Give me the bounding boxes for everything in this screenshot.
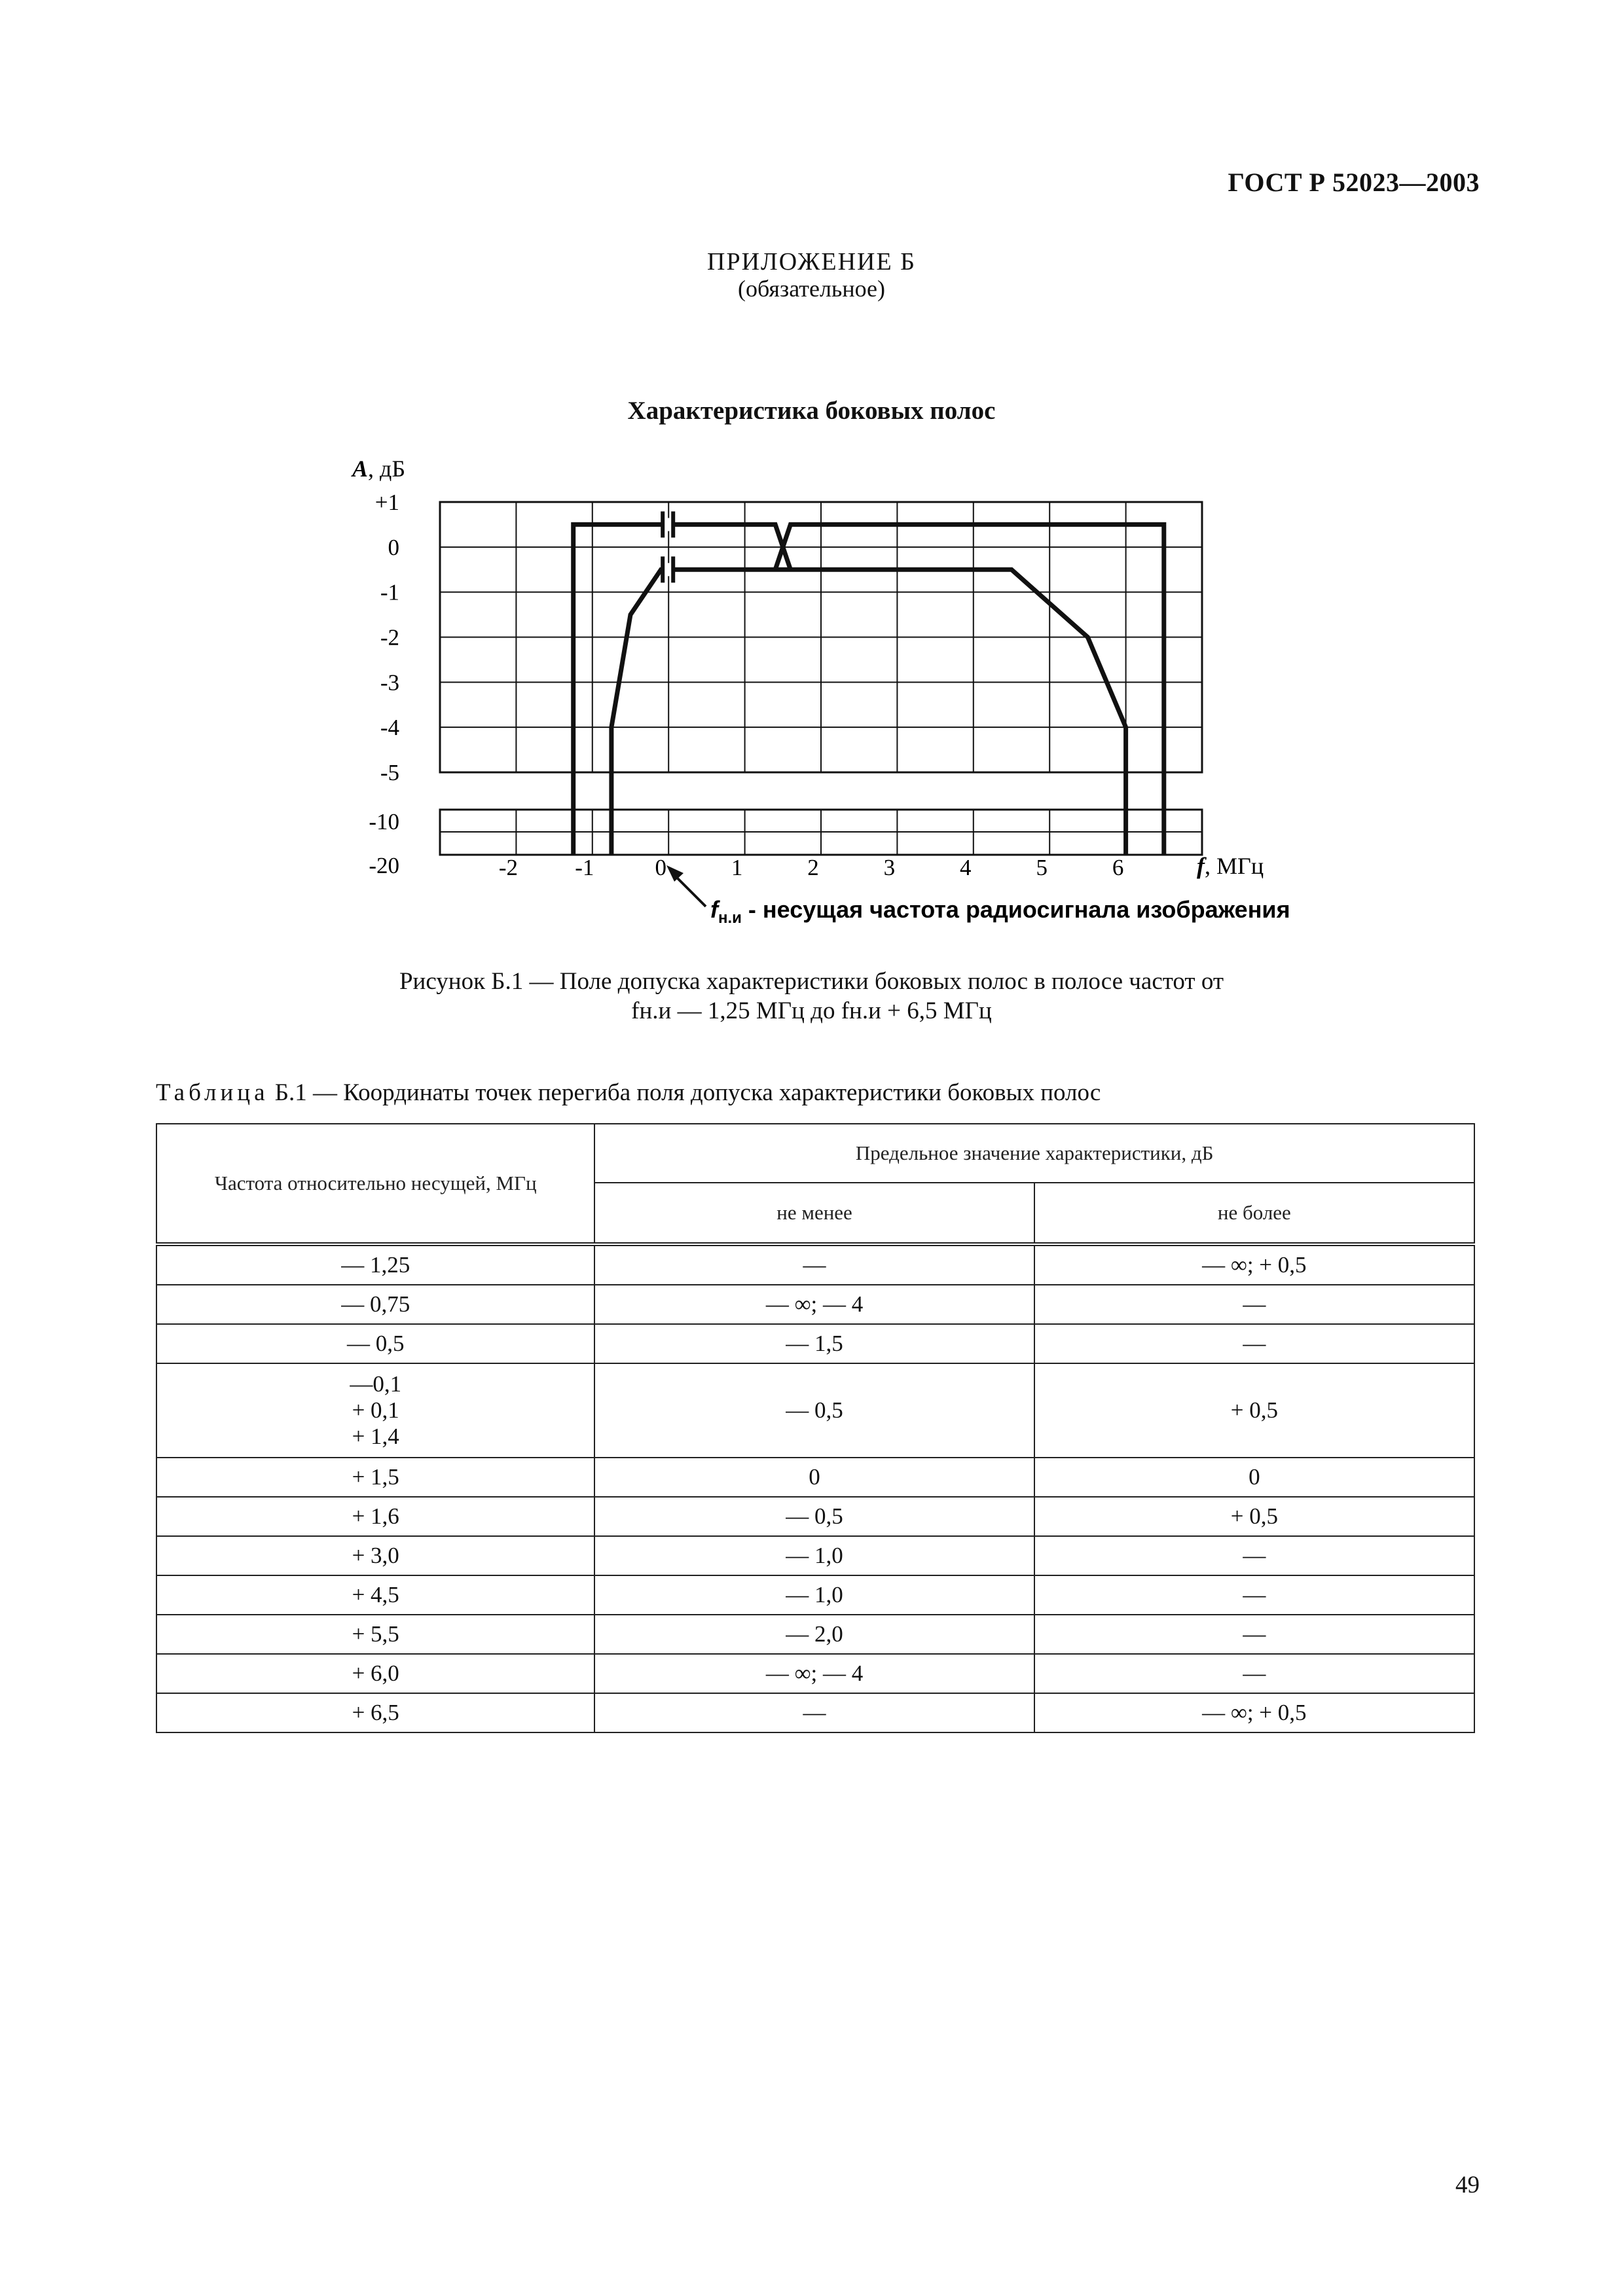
cell-frequency: — 0,75 (156, 1285, 594, 1324)
carrier-arrow-head (666, 865, 684, 882)
cell-min: — (594, 1693, 1034, 1732)
table-row (156, 1285, 1474, 1324)
x-tick-label: -2 (498, 855, 518, 880)
cell-max: — (1034, 1324, 1474, 1363)
header-frequency: Частота относительно несущей, МГц (156, 1124, 594, 1244)
table-row (156, 1575, 1474, 1615)
cell-min: — (594, 1244, 1034, 1285)
carrier-arrow (666, 865, 706, 906)
y-tick-label: -20 (369, 853, 399, 878)
cell-min: — 2,0 (594, 1615, 1034, 1654)
cell-min: — ∞; — 4 (594, 1654, 1034, 1693)
annex-title: ПРИЛОЖЕНИЕ Б (707, 248, 916, 276)
table-row (156, 1536, 1474, 1575)
y-axis-unit: , дБ (368, 456, 406, 482)
x-tick-label: 0 (655, 855, 666, 880)
cell-frequency: + 6,0 (156, 1654, 594, 1693)
y-tick-label: -2 (380, 624, 399, 651)
cell-min: — 1,5 (594, 1324, 1034, 1363)
cell-max: — (1034, 1285, 1474, 1324)
cell-frequency: + 1,6 (156, 1497, 594, 1536)
cell-max: — (1034, 1654, 1474, 1693)
cell-max: — ∞; + 0,5 (1034, 1244, 1474, 1285)
cell-max: + 0,5 (1034, 1363, 1474, 1458)
cell-min: 0 (594, 1458, 1034, 1497)
cell-min: — 1,0 (594, 1536, 1034, 1575)
y-tick-label: -3 (380, 670, 399, 696)
cell-max: 0 (1034, 1458, 1474, 1497)
x-tick-label: 3 (883, 855, 896, 880)
cell-frequency: + 6,5 (156, 1693, 594, 1732)
sideband-tolerance-chart (0, 0, 1623, 956)
chart-x-tick-labels (499, 855, 1124, 880)
cell-frequency: + 1,5 (156, 1458, 594, 1497)
figure-title: Характеристика боковых полос (627, 397, 996, 425)
table-row (156, 1324, 1474, 1363)
page-number: 49 (1455, 2172, 1480, 2198)
y-tick-label: -4 (380, 715, 399, 741)
cell-max: — (1034, 1615, 1474, 1654)
chart-x-axis-label (1197, 853, 1264, 879)
figure-caption-line-2: fн.и — 1,25 МГц до fн.и + 6,5 МГц (631, 997, 992, 1024)
cell-min: — 1,0 (594, 1575, 1034, 1615)
y-axis-var: A (352, 456, 369, 482)
table-body (156, 1244, 1474, 1732)
table-caption-label: Таблица (156, 1079, 269, 1106)
y-tick-label: -1 (380, 579, 399, 605)
figure-caption-line-1: Рисунок Б.1 — Поле допуска характеристики боковых полос в полосе частот от (399, 968, 1224, 995)
cell-frequency: —0,1 + 0,1 + 1,4 (156, 1363, 594, 1458)
cell-max: — (1034, 1536, 1474, 1575)
cell-min: — 0,5 (594, 1497, 1034, 1536)
chart-y-axis-label (351, 456, 405, 482)
annex-subtitle: (обязательное) (738, 276, 885, 302)
cell-frequency: + 5,5 (156, 1615, 594, 1654)
cell-max: — ∞; + 0,5 (1034, 1693, 1474, 1732)
y-tick-label: -5 (380, 760, 399, 785)
x-tick-label: 4 (960, 855, 972, 880)
carrier-subscript: н.и (718, 909, 742, 927)
chart-lower-panel (440, 810, 1202, 855)
y-tick-label: 0 (388, 534, 399, 560)
cell-frequency: + 4,5 (156, 1575, 594, 1615)
x-axis-unit: , МГц (1205, 853, 1264, 879)
carrier-arrow-label: $f_{н.и}$ - несущая частота радиосигнала изображения (710, 896, 1290, 927)
x-tick-label: 5 (1036, 855, 1048, 880)
table-row (156, 1244, 1474, 1285)
x-tick-label: 1 (731, 855, 743, 880)
x-tick-label: -1 (575, 855, 594, 880)
table-row (156, 1615, 1474, 1654)
cell-min: — 0,5 (594, 1363, 1034, 1458)
chart-y-tick-labels (369, 490, 399, 878)
cell-frequency: — 0,5 (156, 1324, 594, 1363)
cell-frequency: + 3,0 (156, 1536, 594, 1575)
table-row (156, 1363, 1474, 1458)
x-tick-label: 2 (807, 855, 819, 880)
y-tick-label: -10 (369, 809, 399, 834)
header-min: не менее (594, 1183, 1034, 1244)
carrier-label-text: - несущая частота радиосигнала изображения (741, 896, 1290, 923)
cell-min: — ∞; — 4 (594, 1285, 1034, 1324)
cell-max: — (1034, 1575, 1474, 1615)
table-caption-text: Б.1 — Координаты точек перегиба поля допуска характеристики боковых полос (268, 1079, 1101, 1106)
document-standard-number: ГОСТ Р 52023—2003 (1228, 168, 1480, 197)
x-tick-label: 6 (1112, 855, 1124, 880)
table-caption (156, 1079, 1101, 1107)
header-max: не более (1034, 1183, 1474, 1244)
table-row (156, 1458, 1474, 1497)
table-row (156, 1497, 1474, 1536)
curve-lower (611, 569, 1126, 772)
header-limit: Предельное значение характеристики, дБ (594, 1124, 1474, 1183)
chart-markers (574, 511, 1164, 855)
bend-points-table (156, 1123, 1475, 1733)
table-row (156, 1654, 1474, 1693)
cell-max: + 0,5 (1034, 1497, 1474, 1536)
table-row (156, 1693, 1474, 1732)
x-axis-var: f (1197, 853, 1205, 879)
y-tick-label: +1 (374, 490, 399, 515)
cell-frequency: — 1,25 (156, 1244, 594, 1285)
